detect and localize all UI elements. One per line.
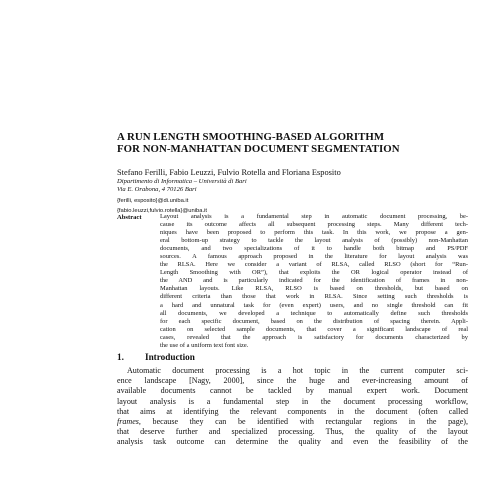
abstract-line: eral bottom-up strategy to tackle the layout analysis of (possibly) non-Manhattan <box>160 237 468 245</box>
title-line: FOR NON-MANHATTAN DOCUMENT SEGMENTATION <box>117 143 400 155</box>
section-heading <box>117 352 195 362</box>
author-list: Stefano Ferilli, Fabio Leuzzi, Fulvio Rotella and Floriana Esposito <box>117 168 341 177</box>
intro-text: layout analysis is a fundamental step in the document processing workflow, <box>117 396 468 406</box>
abstract-line: the use of a uniform text font size. <box>160 341 249 349</box>
abstract-line: Layout analysis is a fundamental step in automatic document processing, be- <box>160 213 468 220</box>
abstract-label: Abstract <box>117 214 142 221</box>
section-title: Introduction <box>145 352 195 362</box>
introduction-body <box>117 366 468 448</box>
email-line: {fabio.leuzzi,fulvio.rotella}@uniba.it <box>117 208 207 214</box>
abstract-line: documents, and two specializations of it to handle both bitmap and PS/PDF <box>160 245 468 253</box>
intro-line <box>117 366 468 376</box>
abstract-line: cation on selected sample documents, that cover a significant landscape of real <box>160 325 468 333</box>
intro-line <box>117 417 468 427</box>
intro-line <box>117 386 468 396</box>
abstract-line: all documents, we developed a technique to automatically define such thresholds <box>160 309 468 317</box>
abstract-line: for each specific document, based on the distribution of spacing therein. Appli- <box>160 317 468 325</box>
abstract-line: the AND and is particularly indicated for the identification of frames in non- <box>160 277 468 285</box>
intro-text: Automatic document processing is a hot topic in the current computer sci- <box>127 366 468 375</box>
intro-text: analysis task outcome can determine the quality and even the feasibility of the <box>117 437 468 447</box>
abstract-line: a hard and unnatural task for (even expert) users, and no single threshold can fit <box>160 301 468 309</box>
intro-text: , because they can be identified with rectangular regions in the page), <box>138 417 468 427</box>
intro-text: that deserve further and specialized processing. Thus, the quality of the layout <box>117 427 468 437</box>
abstract-line: different criteria than those that work in RLSA. Since setting such thresholds is <box>160 293 468 301</box>
intro-text: that aims at identifying the relevant components in the document (often called <box>117 406 468 416</box>
intro-line <box>117 376 468 386</box>
intro-text: ence landscape [Nagy, 2000], since the huge and ever-increasing amount of <box>117 376 468 386</box>
affiliation <box>117 178 247 194</box>
section-number: 1. <box>117 352 124 362</box>
intro-text: available documents cannot be tackled by manual expert work. Document <box>117 386 468 396</box>
abstract-line: niques have been proposed to perform this task. In this work, we propose a gen- <box>160 229 468 237</box>
abstract-line: cause its outcome affects all subsequent processing steps. Many different tech- <box>160 221 468 229</box>
paper-title <box>117 131 487 155</box>
abstract-line: cases, revealed that the approach is satisfactory for documents characterized by <box>160 333 468 341</box>
abstract-line: sources. A famous approach proposed in the literature for layout analysis was <box>160 253 468 261</box>
intro-line <box>117 427 468 437</box>
intro-line <box>117 437 468 447</box>
abstract-body <box>160 213 468 350</box>
affiliation-address: Via E. Orabona, 4 70126 Bari <box>117 186 197 193</box>
intro-emphasis: frames <box>117 417 139 427</box>
title-line: A RUN LENGTH SMOOTHING-BASED ALGORITHM <box>117 131 385 143</box>
intro-line <box>117 397 468 407</box>
affiliation-department: Dipartimento di Informatica – Università di Bari <box>117 178 247 185</box>
abstract-line: the RLSA. Here we consider a variant of RLSA, called RLSO (short for “Run- <box>160 261 468 269</box>
abstract-line: Manhattan layouts. Like RLSA, RLSO is based on thresholds, but based on <box>160 285 468 293</box>
intro-line <box>117 407 468 417</box>
email-line: {ferilli, esposito}@di.uniba.it <box>117 198 189 204</box>
abstract-line: Length Smoothing with OR”), that exploits the OR logical operator instead of <box>160 269 468 277</box>
